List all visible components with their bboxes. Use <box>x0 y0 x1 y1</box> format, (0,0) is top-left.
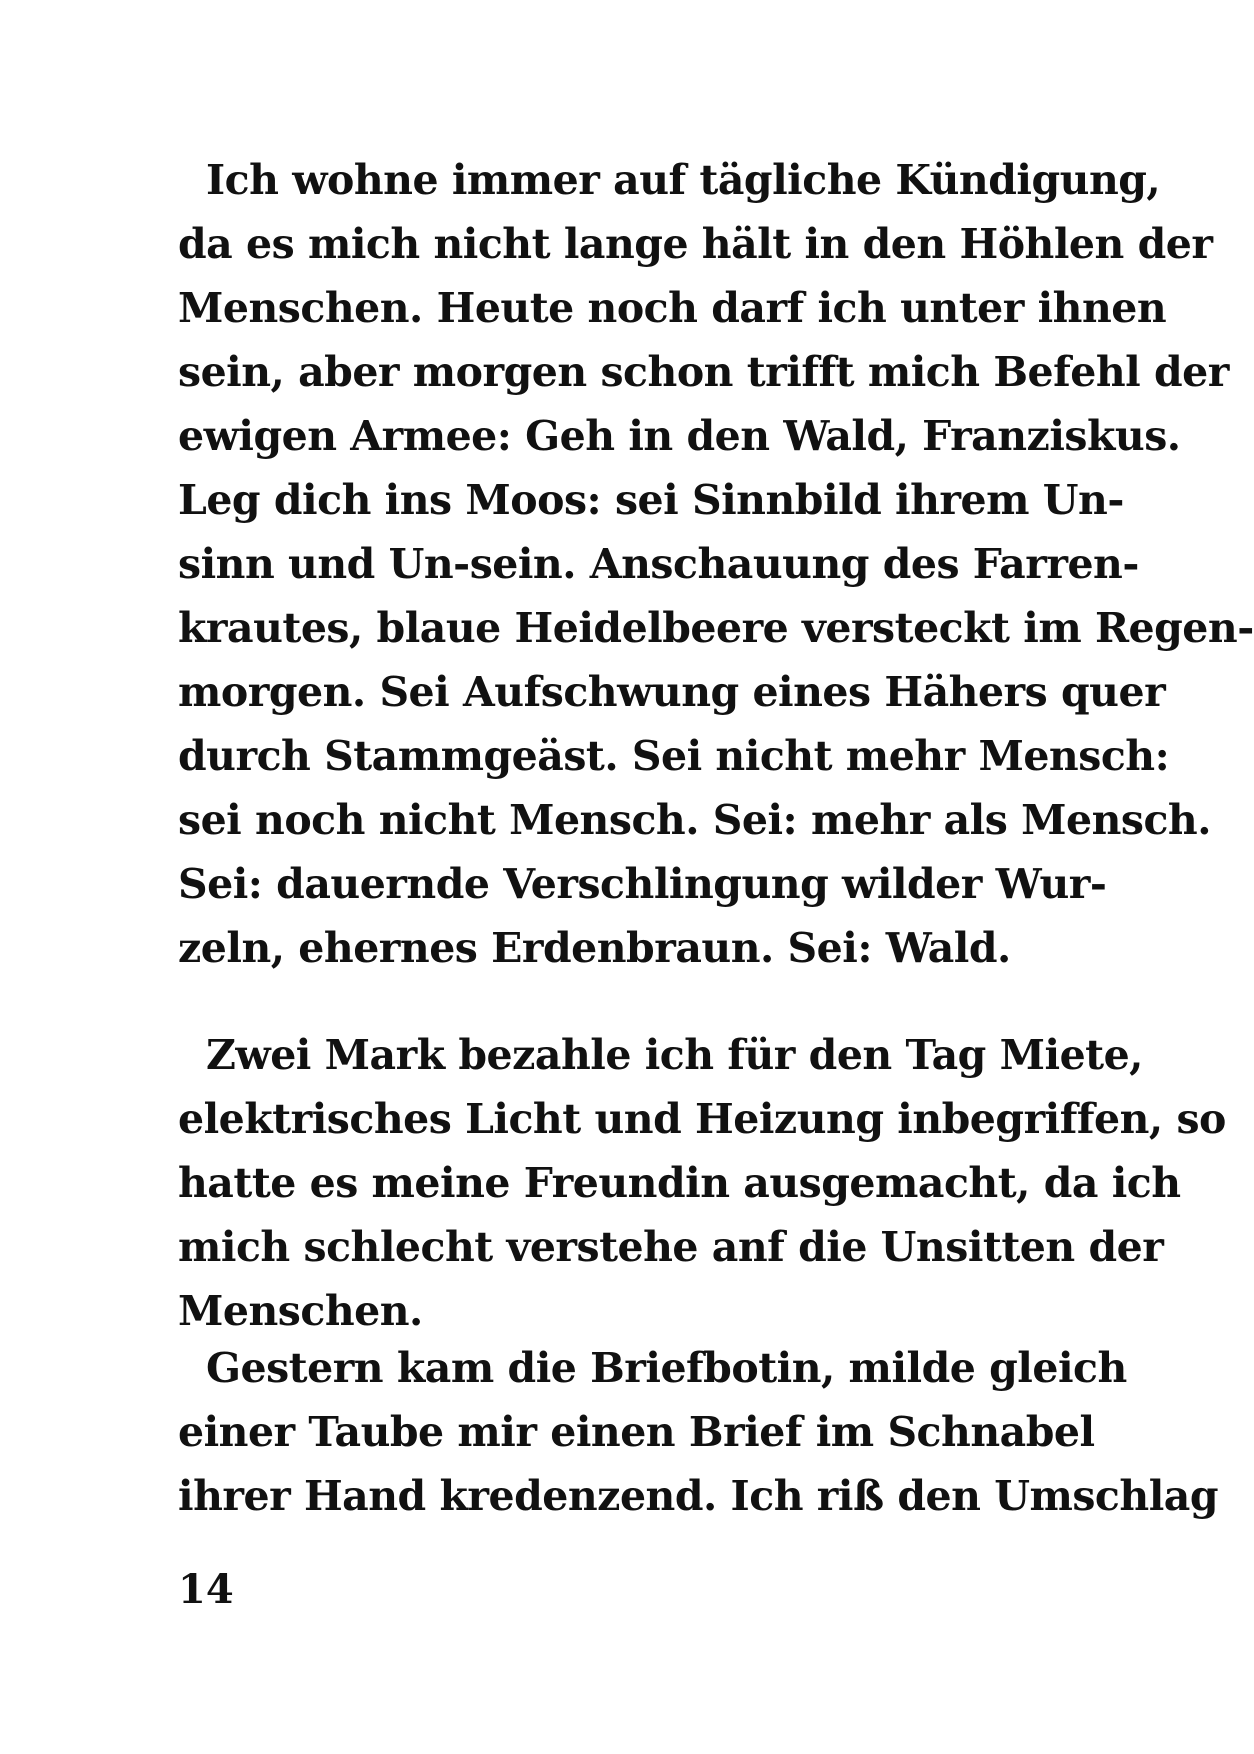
paragraph <box>178 148 1254 980</box>
text-line: zeln, ehernes Erdenbraun. Sei: Wald. <box>178 924 1011 972</box>
text-line: sinn und Un-sein. Anschauung des Farren- <box>178 540 1139 588</box>
text-line: Gestern kam die Briefbotin, milde gleich <box>206 1344 1127 1392</box>
text-line: sei noch nicht Mensch. Sei: mehr als Mensch. <box>178 796 1212 844</box>
text-line: Zwei Mark bezahle ich für den Tag Miete, <box>206 1031 1143 1079</box>
text-line: ewigen Armee: Geh in den Wald, Franziskus. <box>178 412 1181 460</box>
text-line: mich schlecht verstehe anf die Unsitten der <box>178 1223 1164 1271</box>
text-line: da es mich nicht lange hält in den Höhlen der <box>178 220 1213 268</box>
paragraph <box>178 1336 1219 1528</box>
text-line: morgen. Sei Aufschwung eines Hähers quer <box>178 668 1166 716</box>
text-line: Sei: dauernde Verschlingung wilder Wur- <box>178 860 1107 908</box>
text-line: sein, aber morgen schon trifft mich Befehl der <box>178 348 1229 396</box>
text-line: durch Stammgeäst. Sei nicht mehr Mensch: <box>178 732 1170 780</box>
text-line: Leg dich ins Moos: sei Sinnbild ihrem Un- <box>178 476 1124 524</box>
text-line: Menschen. Heute noch darf ich unter ihnen <box>178 284 1167 332</box>
text-line: krautes, blaue Heidelbeere versteckt im Regen- <box>178 604 1254 652</box>
text-line: elektrisches Licht und Heizung inbegriffen, so <box>178 1095 1226 1143</box>
text-line: ihrer Hand kredenzend. Ich riß den Umschlag <box>178 1472 1219 1520</box>
paragraph <box>178 1023 1226 1343</box>
text-line: Ich wohne immer auf tägliche Kündigung, <box>206 156 1161 204</box>
text-line: hatte es meine Freundin ausgemacht, da ich <box>178 1159 1181 1207</box>
page-number: 14 <box>178 1566 234 1613</box>
text-line: einer Taube mir einen Brief im Schnabel <box>178 1408 1095 1456</box>
text-line: Menschen. <box>178 1287 423 1335</box>
